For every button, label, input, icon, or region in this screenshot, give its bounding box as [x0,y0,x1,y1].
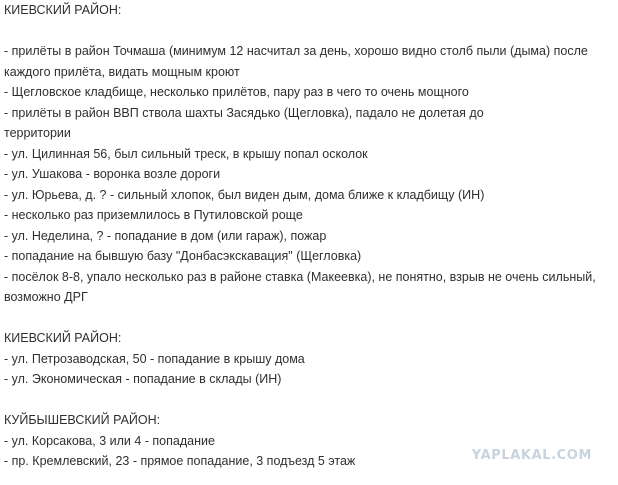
report-line: каждого прилёта, видать мощным кроют [4,64,240,79]
report-line: - ул. Юрьева, д. ? - сильный хлопок, был виден дым, дома ближе к кладбищу (ИН) [4,187,485,202]
report-line: территории [4,126,71,140]
report-line: - посёлок 8-8, упало несколько раз в районе ставка (Макеевка), не понятно, взрыв не очень сильный, [4,269,596,284]
spacer [4,308,616,329]
report-line: - прилёты в район ВВП ствола шахты Засядько (Щегловка), падало не долетая до [4,105,484,120]
report-line: - прилёты в район Точмаша (минимум 12 насчитал за день, хорошо видно столб пыли (дыма) после [4,44,588,58]
spacer [4,21,616,42]
spacer [4,390,616,411]
report-line: - ул. Неделина, ? - попадание в дом (или гараж), пожар [4,228,327,243]
site-watermark: YAPLAKAL.COM [471,448,592,463]
report-line: - Щегловское кладбище, несколько прилётов, пару раз в чего то очень мощного [4,85,469,99]
report-line: возможно ДРГ [4,290,88,304]
report-line: - несколько раз приземлилось в Путиловской роще [4,208,303,222]
report-line: - ул. Корсакова, 3 или 4 - попадание [4,433,215,448]
report-line: - попадание на бывшую базу "Донбасэкскавация" (Щегловка) [4,249,362,263]
section-heading: КУЙБЫШЕВСКИЙ РАЙОН: [4,413,161,427]
report-line: - ул. Экономическая - попадание в склады (ИН) [4,372,282,386]
report-document [4,0,616,472]
report-line: - ул. Ушакова - воронка возле дороги [4,167,221,181]
section-heading: КИЕВСКИЙ РАЙОН: [4,3,122,17]
report-line: - ул. Цилинная 56, был сильный треск, в крышу попал осколок [4,146,368,161]
section-heading: КИЕВСКИЙ РАЙОН: [4,331,122,345]
report-line: - ул. Петрозаводская, 50 - попадание в крышу дома [4,351,305,366]
report-line: - пр. Кремлевский, 23 - прямое попадание, 3 подъезд 5 этаж [4,454,356,468]
